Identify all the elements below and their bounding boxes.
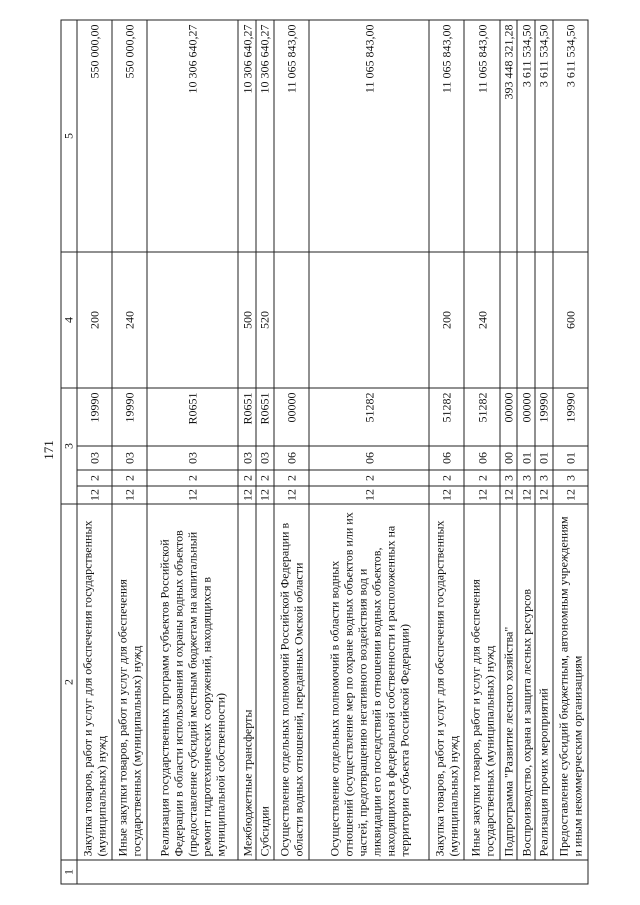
row-code-subprogram: 2 (464, 470, 499, 486)
table-row (517, 20, 535, 884)
row-expense-group (517, 252, 535, 388)
table-row (535, 20, 553, 884)
row-expense-group: 500 (238, 252, 256, 388)
row-code-subprogram: 3 (517, 470, 535, 486)
row-amount: 10 306 640,27 (256, 20, 274, 252)
row-code-section: 12 (112, 486, 147, 504)
table-row (256, 20, 274, 884)
table-row (147, 20, 238, 884)
row-amount: 550 000,00 (112, 20, 147, 252)
row-expense-group (535, 252, 553, 388)
row-expense-group: 200 (77, 252, 112, 388)
row-code-subprogram: 2 (147, 470, 238, 486)
row-amount: 393 448 321,28 (500, 20, 518, 252)
row-expense-group: 240 (464, 252, 499, 388)
row-code-activity: 01 (517, 446, 535, 470)
row-code-target: 51282 (309, 388, 429, 446)
row-code-section: 12 (464, 486, 499, 504)
row-code-subprogram: 2 (309, 470, 429, 486)
column-1-cell (77, 860, 588, 884)
table-row (464, 20, 499, 884)
row-code-activity: 06 (309, 446, 429, 470)
row-code-activity: 03 (77, 446, 112, 470)
row-name: Закупка товаров, работ и услуг для обеспечения государственных (муниципальных) нужд (429, 504, 464, 860)
row-code-section: 12 (553, 486, 588, 504)
row-code-subprogram: 2 (112, 470, 147, 486)
table-row (274, 20, 309, 884)
row-code-section: 12 (77, 486, 112, 504)
row-code-section: 12 (309, 486, 429, 504)
table-row (429, 20, 464, 884)
row-code-subprogram: 2 (429, 470, 464, 486)
table-row (77, 20, 112, 884)
row-name: Межбюджетные трансферты (238, 504, 256, 860)
header-cell-5: 5 (61, 20, 77, 252)
row-expense-group (309, 252, 429, 388)
row-code-activity: 06 (274, 446, 309, 470)
row-code-section: 12 (274, 486, 309, 504)
row-amount: 11 065 843,00 (464, 20, 499, 252)
row-code-activity: 01 (535, 446, 553, 470)
row-code-activity: 03 (147, 446, 238, 470)
row-amount: 11 065 843,00 (274, 20, 309, 252)
row-name: Подпрограмма "Развитие лесного хозяйства" (500, 504, 518, 860)
row-code-target: 51282 (464, 388, 499, 446)
row-amount: 11 065 843,00 (429, 20, 464, 252)
row-amount: 3 611 534,50 (535, 20, 553, 252)
row-code-target: 19990 (535, 388, 553, 446)
header-cell-3: 3 (61, 388, 77, 504)
row-code-target: R0651 (256, 388, 274, 446)
row-expense-group (274, 252, 309, 388)
row-code-section: 12 (147, 486, 238, 504)
row-code-activity: 03 (112, 446, 147, 470)
row-amount: 10 306 640,27 (238, 20, 256, 252)
row-code-target: R0651 (147, 388, 238, 446)
row-code-activity: 06 (429, 446, 464, 470)
table-row (500, 20, 518, 884)
row-code-activity: 03 (256, 446, 274, 470)
row-expense-group: 520 (256, 252, 274, 388)
row-name: Субсидии (256, 504, 274, 860)
table-row (309, 20, 429, 884)
row-name: Предоставление субсидий бюджетным, автономным учреждениям и иным некоммерческим организациям (553, 504, 588, 860)
row-name: Иные закупки товаров, работ и услуг для обеспечения государственных (муниципальных) нужд (464, 504, 499, 860)
row-code-target: 00000 (274, 388, 309, 446)
row-code-subprogram: 3 (535, 470, 553, 486)
row-code-target: 19990 (77, 388, 112, 446)
row-name: Осуществление отдельных полномочий в области водных отношений (осуществление мер по охране водных объектов или их частей, предотвращению негативного воздействия вод и ликвидации его последствий в отношении водных объектов, находящихся в федеральной собственности и расположенных на территории субъекта Российской Федерации) (309, 504, 429, 860)
row-code-target: R0651 (238, 388, 256, 446)
header-row (61, 20, 77, 884)
row-code-activity: 06 (464, 446, 499, 470)
row-name: Иные закупки товаров, работ и услуг для обеспечения государственных (муниципальных) нужд (112, 504, 147, 860)
row-code-section: 12 (238, 486, 256, 504)
header-cell-2: 2 (61, 504, 77, 860)
row-code-target: 00000 (517, 388, 535, 446)
row-amount: 11 065 843,00 (309, 20, 429, 252)
row-code-section: 12 (256, 486, 274, 504)
table-row (238, 20, 256, 884)
row-code-subprogram: 2 (256, 470, 274, 486)
row-name: Воспроизводство, охрана и защита лесных ресурсов (517, 504, 535, 860)
row-code-activity: 01 (553, 446, 588, 470)
row-name: Реализация государственных программ субъектов Российской Федерации в области использования и охраны водных объектов (предоставление субсидий местным бюджетам на капитальный ремонт гидротехнических сооружений, находящихся в муниципальной собственности) (147, 504, 238, 860)
header-cell-4: 4 (61, 252, 77, 388)
row-name: Реализация прочих мероприятий (535, 504, 553, 860)
row-code-subprogram: 3 (500, 470, 518, 486)
table-row (553, 20, 588, 884)
row-code-target: 00000 (500, 388, 518, 446)
row-code-target: 19990 (553, 388, 588, 446)
row-code-section: 12 (517, 486, 535, 504)
row-code-activity: 00 (500, 446, 518, 470)
row-code-subprogram: 2 (77, 470, 112, 486)
row-amount: 3 611 534,50 (517, 20, 535, 252)
row-code-target: 19990 (112, 388, 147, 446)
row-code-activity: 03 (238, 446, 256, 470)
row-code-subprogram: 3 (553, 470, 588, 486)
row-expense-group: 600 (553, 252, 588, 388)
row-code-section: 12 (535, 486, 553, 504)
row-expense-group: 200 (429, 252, 464, 388)
row-amount: 3 611 534,50 (553, 20, 588, 252)
row-expense-group (147, 252, 238, 388)
row-expense-group: 240 (112, 252, 147, 388)
page-number: 171 (41, 440, 56, 460)
row-code-subprogram: 2 (238, 470, 256, 486)
row-name: Осуществление отдельных полномочий Российской Федерации в области водных отношений, переданных Омской области (274, 504, 309, 860)
budget-table (61, 20, 589, 885)
row-amount: 550 000,00 (77, 20, 112, 252)
row-amount: 10 306 640,27 (147, 20, 238, 252)
header-cell-1: 1 (61, 860, 77, 884)
row-expense-group (500, 252, 518, 388)
row-code-target: 51282 (429, 388, 464, 446)
row-code-subprogram: 2 (274, 470, 309, 486)
row-code-section: 12 (429, 486, 464, 504)
row-code-section: 12 (500, 486, 518, 504)
row-name: Закупка товаров, работ и услуг для обеспечения государственных (муниципальных) нужд (77, 504, 112, 860)
table-row (112, 20, 147, 884)
